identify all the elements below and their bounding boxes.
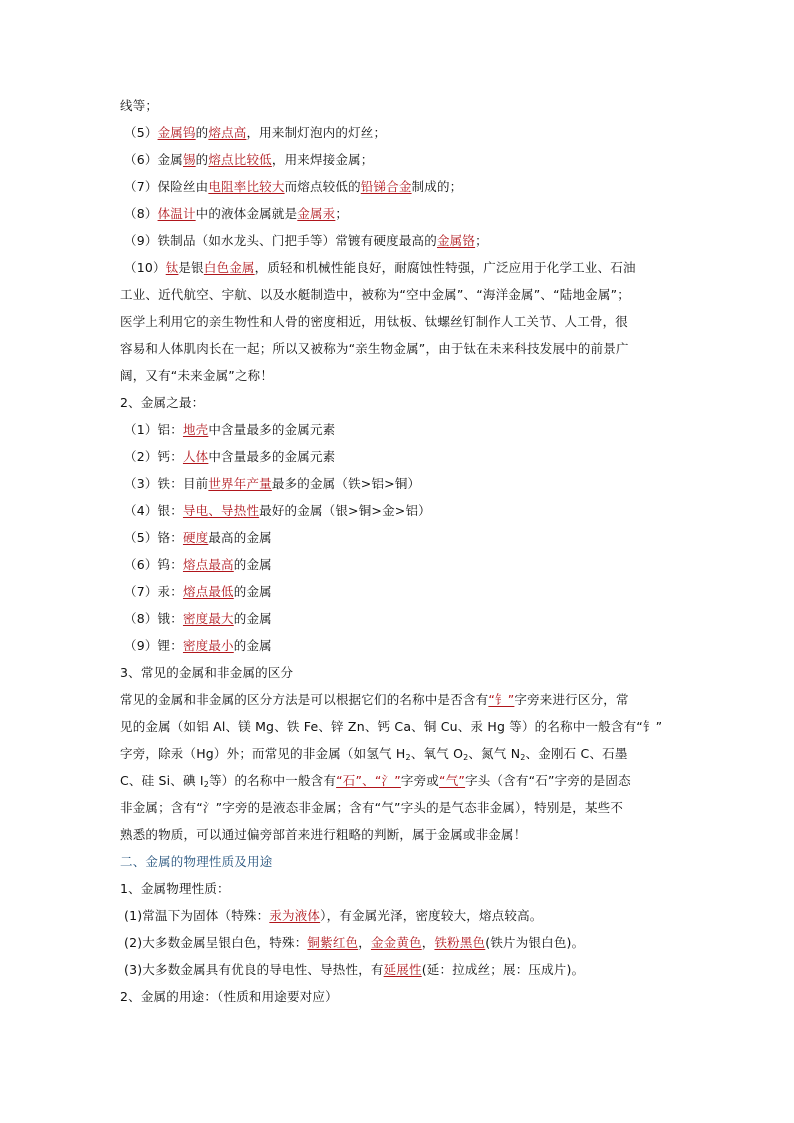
text-line	[120, 287, 630, 303]
text-segment: （8）	[124, 206, 158, 221]
text-segment: 的金属	[233, 557, 272, 572]
text-segment: （6）金属	[124, 152, 183, 167]
text-segment: 非金属；含有“氵”字旁的是液态非金属；含有“气”字头的是气态非金属），特别是，某些不	[120, 800, 624, 815]
highlighted-term: 熔点高	[208, 125, 247, 140]
highlighted-term: “钅”	[488, 692, 515, 707]
text-segment: （3）铁：目前	[124, 476, 209, 491]
text-segment: 字头（含有“石”字旁的是固态	[465, 773, 631, 788]
text-segment: 2、金属的用途：（性质和用途要对应）	[120, 989, 338, 1004]
text-segment: 3、常见的金属和非金属的区分	[120, 665, 294, 680]
text-segment: 的金属	[233, 638, 272, 653]
text-segment: 是银	[178, 260, 204, 275]
text-line	[124, 908, 542, 924]
text-segment: 的金属	[233, 611, 272, 626]
text-segment: (3)大多数金属具有优良的导电性、导热性，有	[124, 962, 384, 977]
text-line	[124, 557, 272, 573]
text-segment: 熟悉的物质，可以通过偏旁部首来进行粗略的判断，属于金属或非金属！	[120, 827, 527, 842]
highlighted-term: 铅锑合金	[360, 179, 412, 194]
text-segment: 最好的金属（银>铜>金>铝）	[259, 503, 431, 518]
text-line	[120, 314, 628, 330]
text-segment: ，用来焊接金属；	[271, 152, 374, 167]
text-line	[124, 935, 584, 951]
text-segment: 1、金属物理性质：	[120, 881, 230, 896]
text-segment: （7）汞：	[124, 584, 183, 599]
text-segment: 的金属	[233, 584, 272, 599]
text-segment: （2）钙：	[124, 449, 183, 464]
text-segment: 制成的；	[411, 179, 463, 194]
text-line	[120, 989, 338, 1005]
text-line	[120, 746, 628, 762]
text-segment: （4）银：	[124, 503, 183, 518]
highlighted-term: 汞为液体	[269, 908, 321, 923]
text-segment: 中的液体金属就是	[195, 206, 298, 221]
highlighted-term: 钛	[165, 260, 179, 275]
highlighted-term: “石”、“氵”	[336, 773, 401, 788]
text-segment: (1)常温下为固体（特殊：	[124, 908, 270, 923]
highlighted-term: 人体	[182, 449, 209, 464]
highlighted-term: 体温计	[157, 206, 196, 221]
text-segment: 等）的名称中一般含有	[209, 773, 337, 788]
text-line	[124, 125, 386, 141]
text-segment: （5）	[124, 125, 158, 140]
text-segment: 、氧气 O	[410, 746, 464, 761]
text-segment: (2)大多数金属呈银白色，特殊：	[124, 935, 308, 950]
text-line	[124, 584, 272, 600]
highlighted-term: 铁粉黑色	[434, 935, 486, 950]
text-segment: 容易和人体肌肉长在一起；所以又被称为“亲生物金属”，由于钛在未来科技发展中的前景广	[120, 341, 629, 356]
text-segment: 二、金属的物理性质及用途	[120, 854, 273, 869]
text-segment: 工业、近代航空、宇航、以及水艇制造中，被称为“空中金属”、“海洋金属”、“陆地金属”；	[120, 287, 630, 302]
highlighted-term: 导电、导热性	[182, 503, 260, 518]
text-line	[120, 665, 293, 681]
text-line	[124, 962, 584, 978]
text-segment: 常见的金属和非金属的区分方法是可以根据它们的名称中是否含有	[120, 692, 489, 707]
section-heading	[120, 854, 272, 870]
text-segment: (铁片为银白色)。	[485, 935, 585, 950]
highlighted-term: 白色金属	[203, 260, 255, 275]
text-segment: （8）锇：	[124, 611, 183, 626]
text-segment: 字旁或	[400, 773, 440, 788]
text-segment: 中含量最多的金属元素	[208, 422, 336, 437]
text-segment: （5）铬：	[124, 530, 183, 545]
text-line	[124, 422, 335, 438]
highlighted-term: 世界年产量	[208, 476, 272, 491]
text-line	[120, 800, 623, 816]
text-segment: 的	[195, 125, 209, 140]
text-line	[120, 692, 629, 708]
text-line	[124, 530, 272, 546]
text-line	[124, 233, 488, 249]
text-segment: ），有金属光泽，密度较大，熔点较高。	[320, 908, 543, 923]
text-line	[120, 827, 526, 843]
text-segment: 中含量最多的金属元素	[208, 449, 336, 464]
text-segment: （1）铝：	[124, 422, 183, 437]
highlighted-term: 熔点最高	[182, 557, 234, 572]
highlighted-term: 硬度	[182, 530, 209, 545]
text-segment: （9）锂：	[124, 638, 183, 653]
text-segment: （7）保险丝由	[124, 179, 209, 194]
subscript: 2	[203, 780, 210, 789]
text-segment: 、金刚石 C、石墨	[525, 746, 628, 761]
highlighted-term: 熔点最低	[182, 584, 234, 599]
text-segment: 最多的金属（铁>铝>铜）	[271, 476, 421, 491]
highlighted-term: 地壳	[182, 422, 209, 437]
text-segment: （9）铁制品（如水龙头、门把手等）常镀有硬度最高的	[124, 233, 437, 248]
text-line	[124, 611, 272, 627]
highlighted-term: 铜紫红色	[307, 935, 359, 950]
highlighted-term: 金属铬	[436, 233, 476, 248]
subscript: 2	[520, 753, 526, 762]
text-line	[120, 368, 273, 384]
text-segment: C、硅 Si、碘 I	[120, 773, 204, 788]
highlighted-term: 金属汞	[297, 206, 336, 221]
text-segment: ，	[421, 935, 435, 950]
text-line	[124, 206, 348, 222]
text-segment: 2、金属之最：	[120, 395, 205, 410]
text-line	[124, 638, 272, 654]
highlighted-term: 密度最大	[182, 611, 234, 626]
highlighted-term: 密度最小	[182, 638, 234, 653]
subscript: 2	[463, 753, 469, 762]
text-line	[124, 449, 335, 465]
text-line	[124, 152, 373, 168]
text-line	[120, 773, 631, 789]
text-line	[120, 341, 629, 357]
text-segment: 阔，又有“未来金属”之称！	[120, 368, 274, 383]
text-line	[124, 179, 462, 195]
text-segment: 见的金属（如铝 Al、镁 Mg、铁 Fe、锌 Zn、钙 Ca、铜 Cu、汞 Hg 等）的名称中一般含有“钅”	[120, 719, 663, 734]
text-segment: 的	[195, 152, 209, 167]
text-segment: 字旁来进行区分，常	[514, 692, 629, 707]
text-segment: 最高的金属	[208, 530, 272, 545]
highlighted-term: 延展性	[383, 962, 422, 977]
highlighted-term: “气”	[439, 773, 466, 788]
highlighted-term: 金属钨	[157, 125, 196, 140]
highlighted-term: 金金黄色	[370, 935, 422, 950]
text-line	[120, 395, 204, 411]
text-segment: ，质轻和机械性能良好，耐腐蚀性特强，广泛应用于化学工业、石油	[254, 260, 636, 275]
highlighted-term: 锡	[182, 152, 196, 167]
highlighted-term: 电阻率比较大	[208, 179, 285, 194]
text-segment: ；	[335, 206, 349, 221]
text-segment: （6）钨：	[124, 557, 183, 572]
text-segment: ，	[358, 935, 371, 950]
text-line	[120, 98, 158, 114]
text-line	[120, 719, 662, 735]
text-segment: 、氮气 N	[468, 746, 521, 761]
text-line	[124, 476, 420, 492]
highlighted-term: 熔点比较低	[208, 152, 272, 167]
text-segment: （10）	[124, 260, 166, 275]
text-line	[120, 881, 230, 897]
text-segment: ，用来制灯泡内的灯丝；	[246, 125, 387, 140]
text-segment: 而熔点较低的	[284, 179, 361, 194]
text-line	[124, 260, 636, 276]
text-segment: (延：拉成丝；展：压成片)。	[421, 962, 585, 977]
text-segment: 线等；	[120, 98, 159, 113]
subscript: 2	[405, 753, 411, 762]
text-line	[124, 503, 431, 519]
text-segment: 医学上利用它的亲生物性和人骨的密度相近，用钛板、钛螺丝钉制作人工关节、人工骨，很	[120, 314, 629, 329]
text-segment: ；	[475, 233, 488, 248]
text-segment: 字旁，除汞（Hg）外；而常见的非金属（如氢气 H	[120, 746, 406, 761]
